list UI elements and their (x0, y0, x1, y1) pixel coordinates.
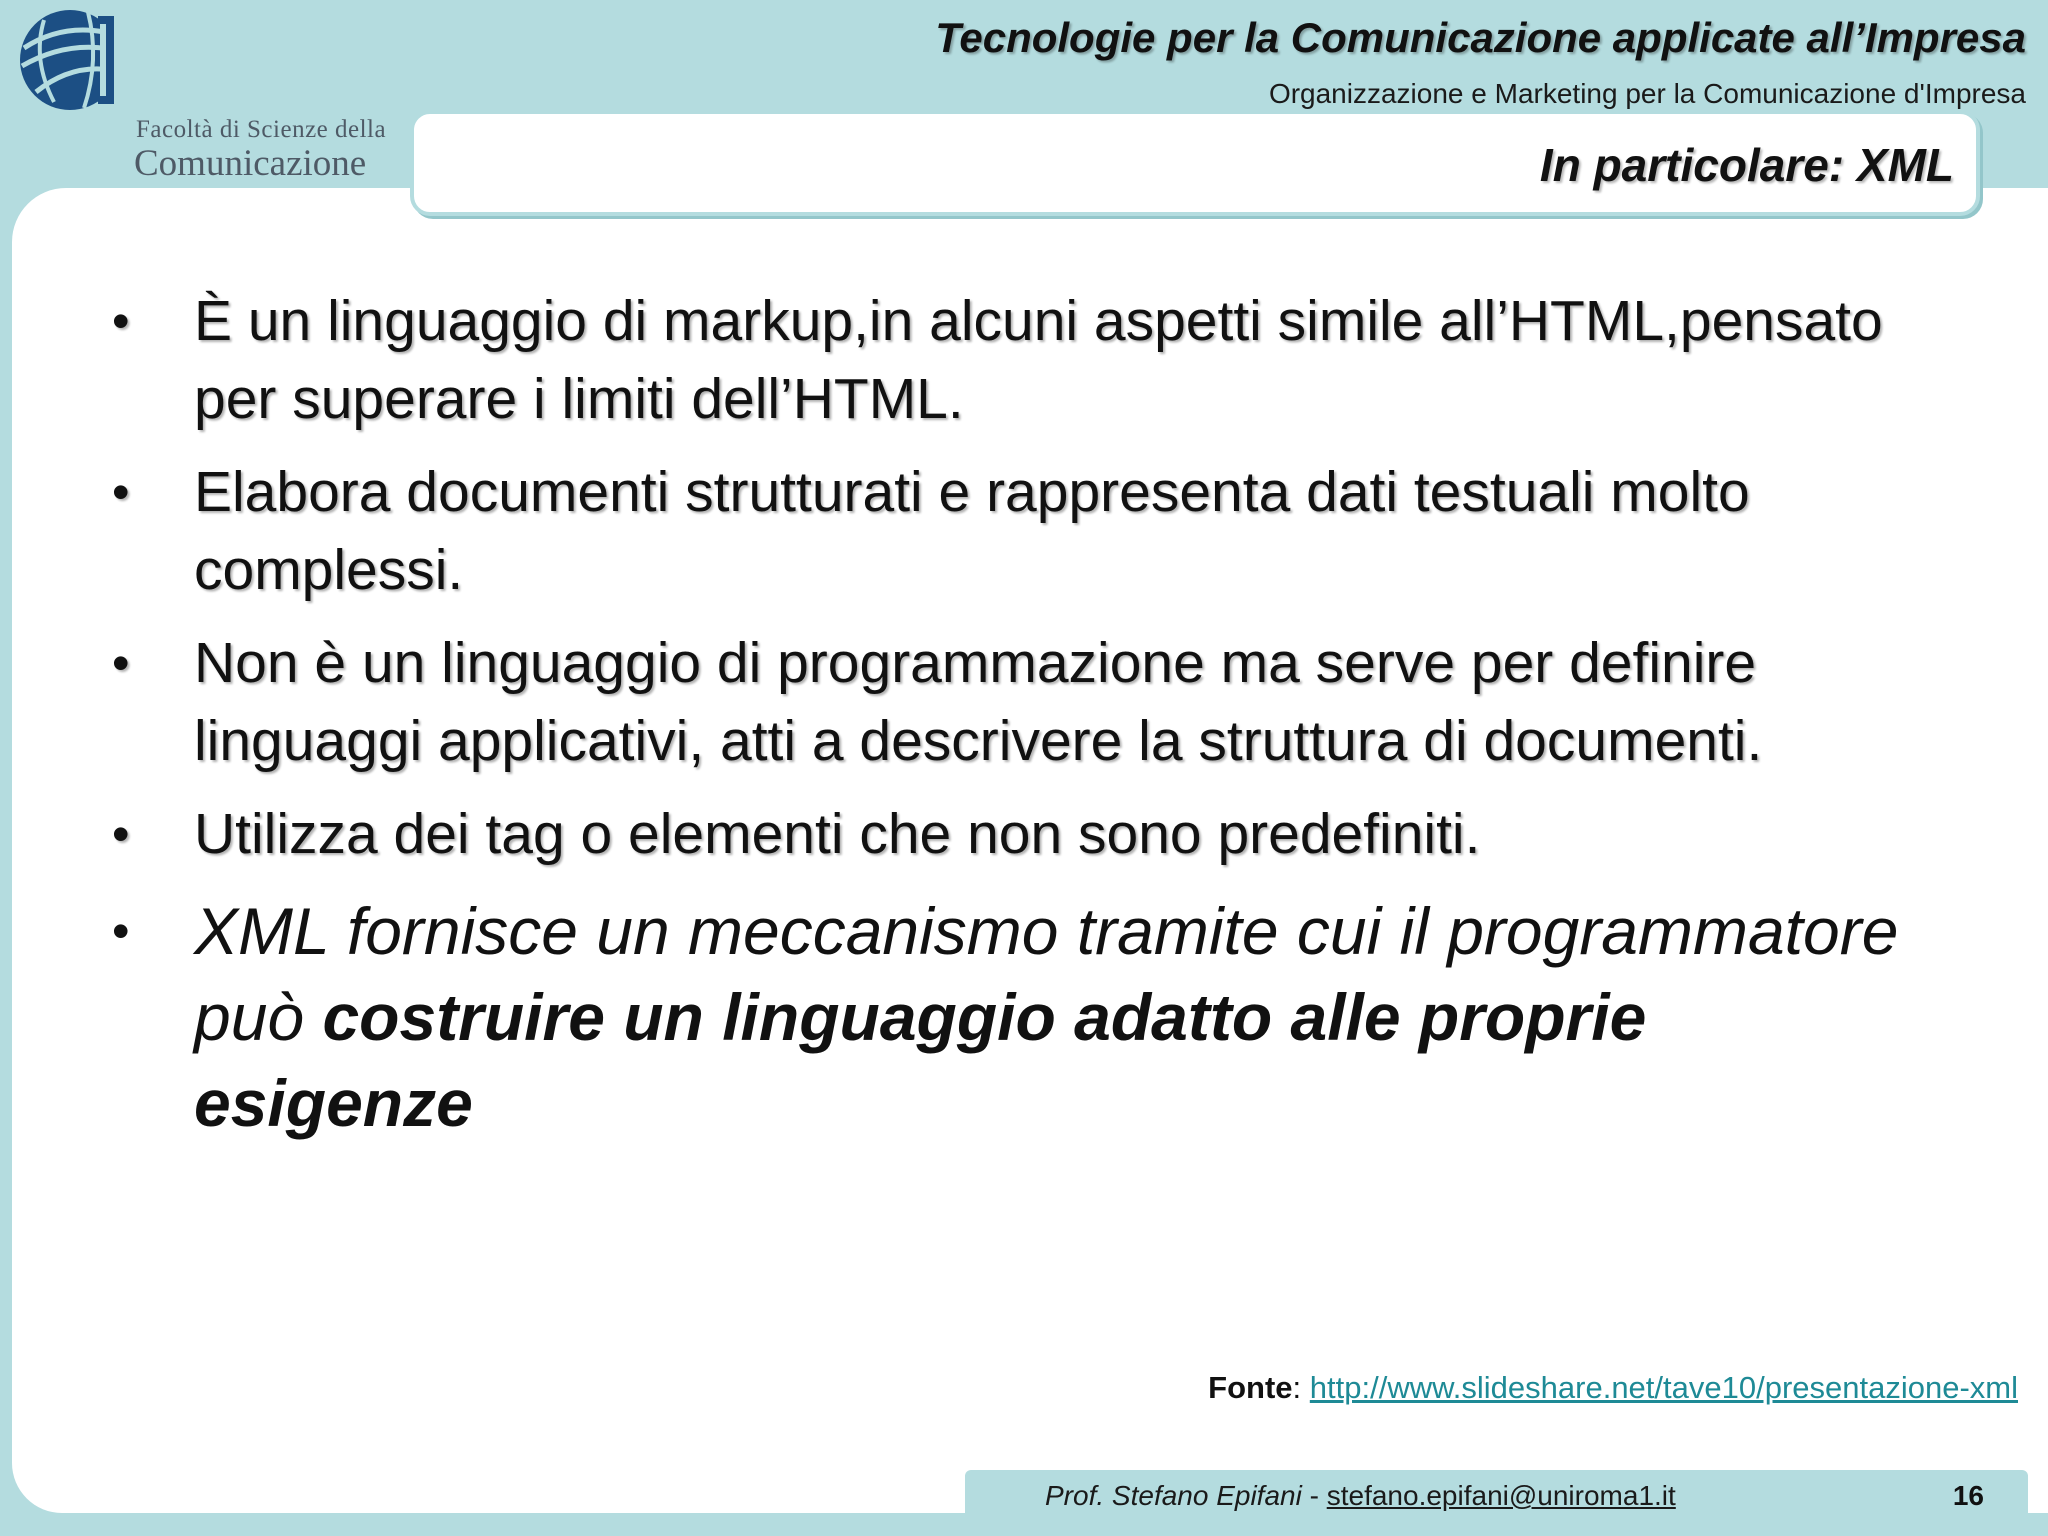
footer-bar (965, 1470, 2028, 1522)
bullet-text: Elabora documenti strutturati e rappresenta dati testuali molto complessi. (194, 460, 1750, 602)
bullet-item (112, 453, 1942, 609)
bullet-marker: • (112, 806, 130, 862)
bullet-marker: • (112, 464, 130, 520)
slide-title: In particolare: XML (1539, 139, 1954, 191)
footer-author (1045, 1480, 1676, 1512)
bullet-marker: • (112, 293, 130, 349)
course-subtitle: Organizzazione e Marketing per la Comunicazione d'Impresa (1268, 78, 2026, 109)
bullet-text: Non è un linguaggio di programmazione ma serve per definire linguaggi applicativi, atti a descrivere la struttura di documenti. (194, 631, 1763, 773)
faculty-name-line2: Comunicazione (134, 143, 367, 184)
bullet-text: Utilizza dei tag o elementi che non sono predefiniti. (194, 802, 1481, 866)
source-link[interactable]: http://www.slideshare.net/tave10/presentazione-xml (1309, 1370, 2018, 1405)
source-separator: : (1292, 1370, 1302, 1405)
author-separator: - (1301, 1480, 1327, 1511)
author-email-link[interactable]: stefano.epifani@uniroma1.it (1326, 1480, 1676, 1511)
highlight-emphasis: costruire un linguaggio adatto alle proprie esigenze (194, 980, 1647, 1140)
faculty-name-line1: Facoltà di Scienze della (136, 116, 387, 143)
bullet-list (112, 282, 1942, 1146)
bullet-marker: • (112, 635, 130, 691)
author-name: Prof. Stefano Epifani (1045, 1480, 1302, 1511)
source-label: Fonte (1208, 1370, 1293, 1405)
slide-title-box (410, 110, 1980, 216)
bullet-marker: • (112, 903, 130, 959)
faculty-logo-icon (14, 8, 134, 112)
bullet-item-highlight (112, 888, 1942, 1146)
bullet-item (112, 282, 1942, 438)
course-title: Tecnologie per la Comunicazione applicate all’Impresa (935, 14, 2026, 61)
bullet-text: È un linguaggio di markup,in alcuni aspetti simile all’HTML,pensato per superare i limiti dell’HTML. (194, 289, 1883, 431)
page-number: 16 (1952, 1480, 1984, 1511)
bullet-item (112, 624, 1942, 780)
bullet-item (112, 795, 1942, 873)
highlight-text: XML fornisce un meccanismo tramite cui il programmatore può (194, 894, 1899, 1054)
source-line (1208, 1370, 2018, 1406)
